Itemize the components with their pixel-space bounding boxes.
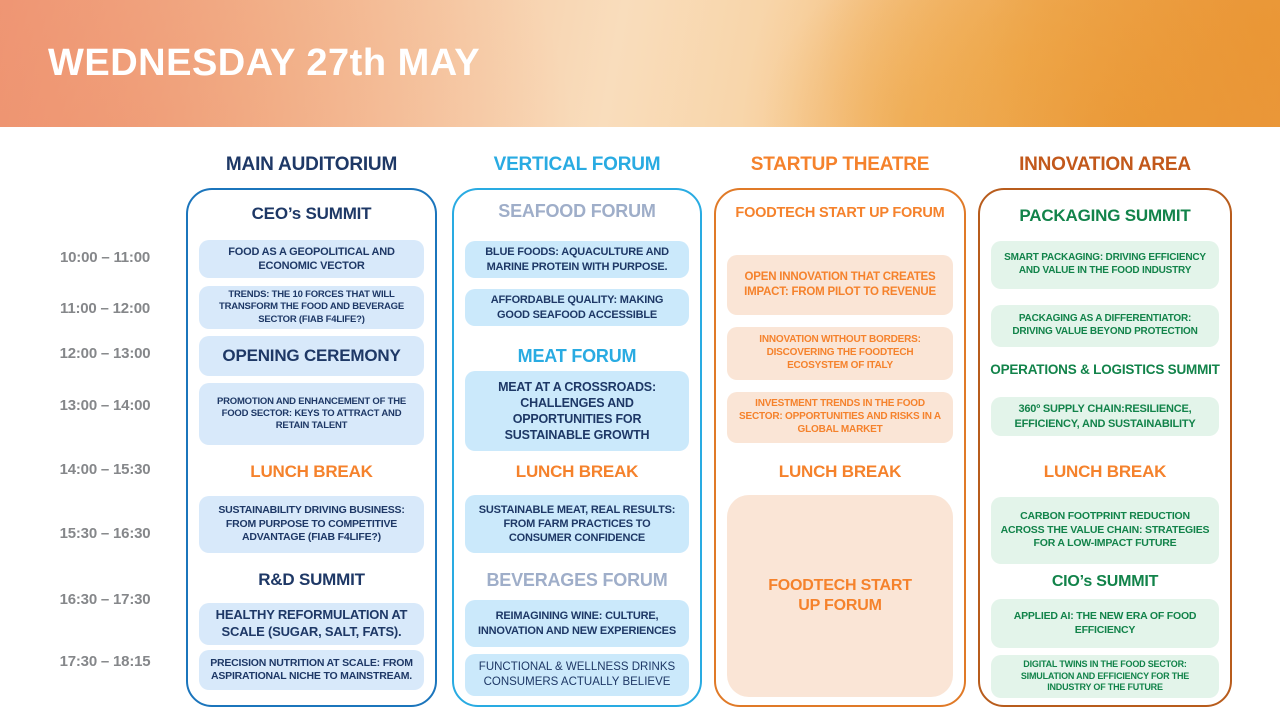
time-label: 17:30 – 18:15 [59,653,151,670]
event-card: TRENDS: THE 10 FORCES THAT WILL TRANSFORM THE FOOD AND BEVERAGE SECTOR (FIAB F4LIFE?) [199,286,424,329]
column-vertical-forum [452,188,702,707]
column-startup-theatre [714,188,966,707]
column-innovation-area [978,188,1232,707]
track-header-beverages-forum: BEVERAGES FORUM [486,570,668,590]
event-card: FOOD AS A GEOPOLITICAL AND ECONOMIC VECTOR [199,240,424,278]
event-card: OPENING CEREMONY [199,336,424,376]
event-card: CARBON FOOTPRINT REDUCTION ACROSS THE VALUE CHAIN: STRATEGIES FOR A LOW-IMPACT FUTURE [991,497,1219,564]
event-card: PROMOTION AND ENHANCEMENT OF THE FOOD SECTOR: KEYS TO ATTRACT AND RETAIN TALENT [199,383,424,445]
event-card: INVESTMENT TRENDS IN THE FOOD SECTOR: OPPORTUNITIES AND RISKS IN A GLOBAL MARKET [727,392,953,443]
time-label: 12:00 – 13:00 [59,345,151,362]
track-header-ceo-summit: CEO’s SUMMIT [251,204,372,223]
track-header-operations-logistics-summit: OPERATIONS & LOGISTICS SUMMIT [990,362,1220,377]
event-card: SMART PACKAGING: DRIVING EFFICIENCY AND VALUE IN THE FOOD INDUSTRY [991,241,1219,289]
time-label: 13:00 – 14:00 [59,397,151,414]
column-title-vertical-forum: VERTICAL FORUM [493,154,661,175]
track-header-packaging-summit: PACKAGING SUMMIT [1019,206,1191,225]
event-card: HEALTHY REFORMULATION AT SCALE (SUGAR, SALT, FATS). [199,603,424,645]
day-title: WEDNESDAY 27th MAY [48,42,481,84]
column-title-main-auditorium: MAIN AUDITORIUM [225,154,398,175]
event-card: DIGITAL TWINS IN THE FOOD SECTOR: SIMULATION AND EFFICIENCY FOR THE INDUSTRY OF THE FUTURE [991,655,1219,698]
event-card: OPEN INNOVATION THAT CREATES IMPACT: FROM PILOT TO REVENUE [727,255,953,315]
event-card: FUNCTIONAL & WELLNESS DRINKS CONSUMERS ACTUALLY BELIEVE [465,654,689,696]
time-label: 10:00 – 11:00 [60,249,150,266]
event-card: REIMAGINING WINE: CULTURE, INNOVATION AND NEW EXPERIENCES [465,600,689,647]
track-header-cio-summit: CIO’s SUMMIT [1051,573,1159,590]
lunch-break-label: LUNCH BREAK [1043,462,1167,481]
column-main-auditorium [186,188,437,707]
event-card: APPLIED AI: THE NEW ERA OF FOOD EFFICIENCY [991,599,1219,648]
event-card: BLUE FOODS: AQUACULTURE AND MARINE PROTEIN WITH PURPOSE. [465,241,689,278]
event-card: INNOVATION WITHOUT BORDERS: DISCOVERING THE FOODTECH ECOSYSTEM OF ITALY [727,327,953,380]
event-card: PRECISION NUTRITION AT SCALE: FROM ASPIRATIONAL NICHE TO MAINSTREAM. [199,650,424,690]
lunch-break-label: LUNCH BREAK [250,462,373,481]
lunch-break-label: LUNCH BREAK [778,462,902,481]
event-card: SUSTAINABILITY DRIVING BUSINESS: FROM PURPOSE TO COMPETITIVE ADVANTAGE (FIAB F4LIFE?) [199,496,424,553]
time-label: 11:00 – 12:00 [60,300,150,317]
event-card: SUSTAINABLE MEAT, REAL RESULTS: FROM FARM PRACTICES TO CONSUMER CONFIDENCE [465,495,689,553]
event-card-foodtech-afternoon: FOODTECH START UP FORUM [727,495,953,697]
header-banner [0,0,1280,127]
column-title-innovation-area: INNOVATION AREA [1019,154,1191,175]
track-header-seafood-forum: SEAFOOD FORUM [498,201,656,221]
track-header-meat-forum: MEAT FORUM [517,346,637,366]
event-card: AFFORDABLE QUALITY: MAKING GOOD SEAFOOD ACCESSIBLE [465,289,689,326]
time-label: 15:30 – 16:30 [59,525,151,542]
event-card: MEAT AT A CROSSROADS: CHALLENGES AND OPPORTUNITIES FOR SUSTAINABLE GROWTH [465,371,689,451]
column-title-startup-theatre: STARTUP THEATRE [750,154,930,175]
time-label: 14:00 – 15:30 [59,461,151,478]
event-card: PACKAGING AS A DIFFERENTIATOR: DRIVING VALUE BEYOND PROTECTION [991,305,1219,347]
event-card: 360º SUPPLY CHAIN:RESILIENCE, EFFICIENCY, AND SUSTAINABILITY [991,397,1219,436]
lunch-break-label: LUNCH BREAK [515,462,639,481]
track-header-foodtech-forum: FOODTECH START UP FORUM [735,205,945,221]
track-header-rd-summit: R&D SUMMIT [258,570,365,589]
time-label: 16:30 – 17:30 [59,591,151,608]
